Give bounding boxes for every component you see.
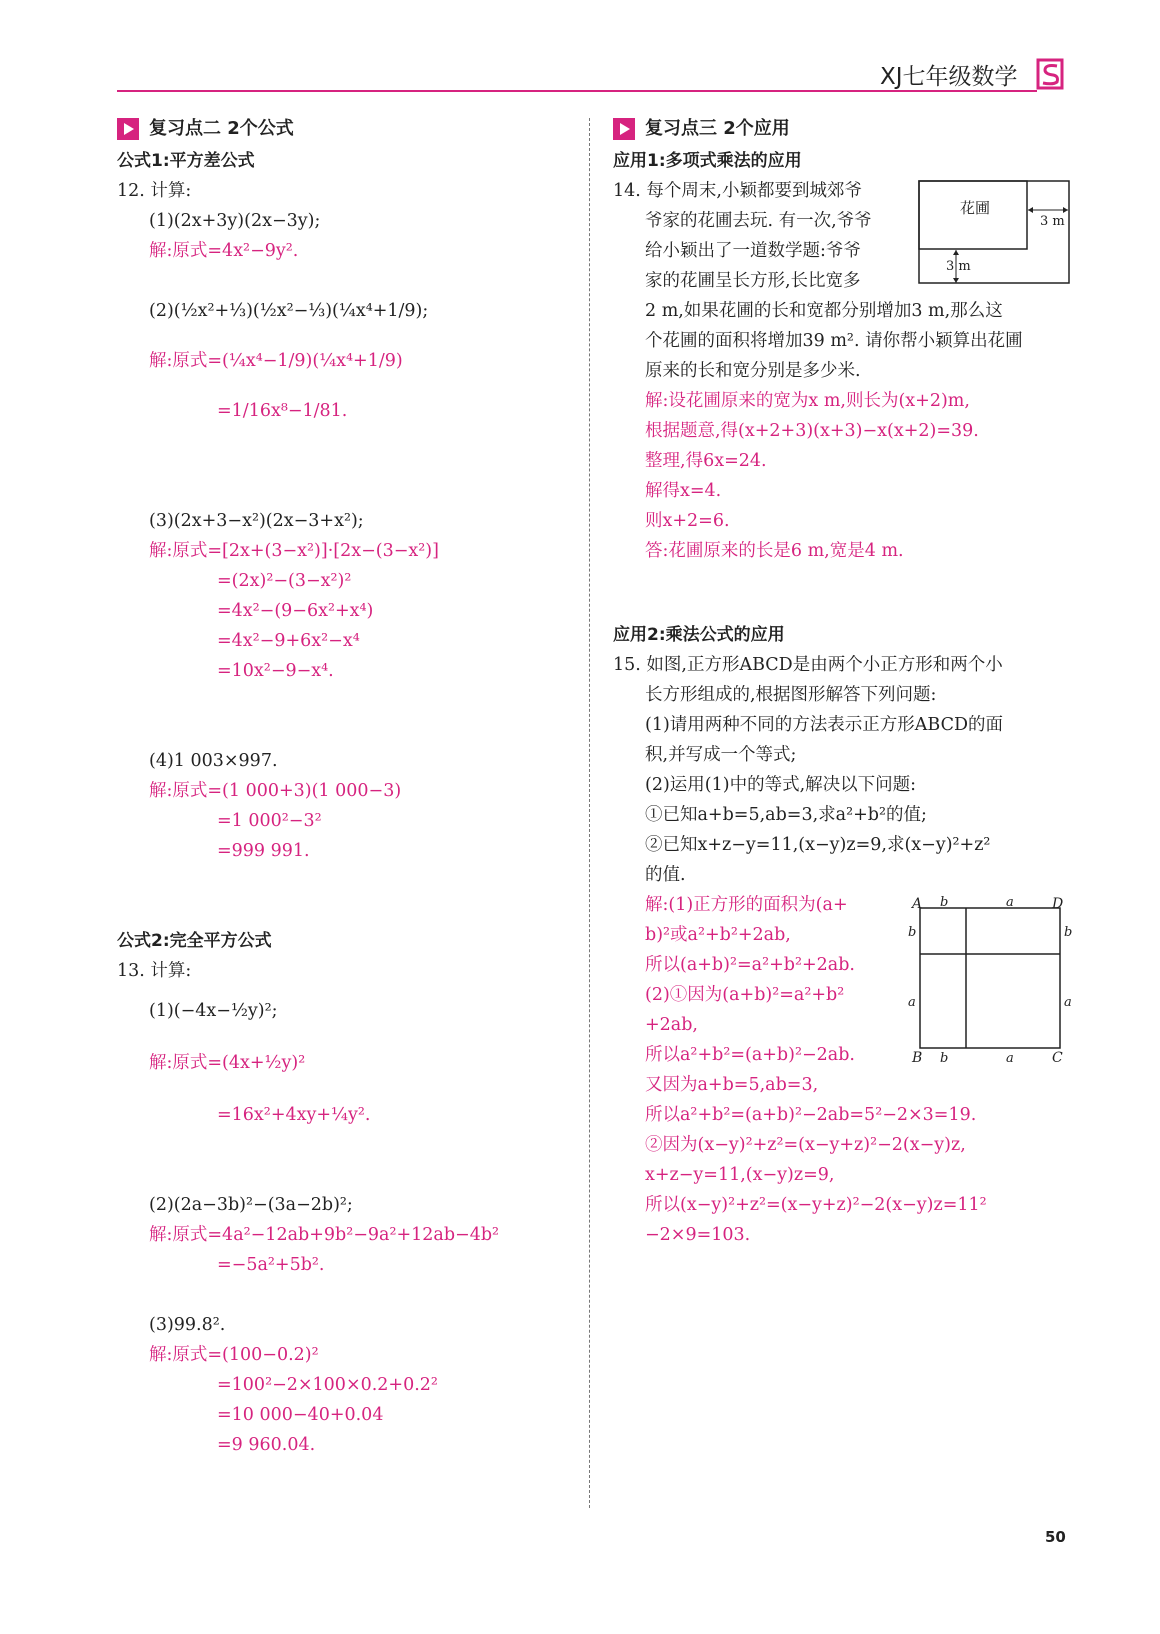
left-column [117, 112, 577, 1460]
question-text: (4)1 003×997. [149, 751, 278, 771]
vertex-C: C [1052, 1050, 1063, 1066]
side-label-bottom-b: b [940, 1051, 949, 1066]
question-text: (2)运用(1)中的等式,解决以下问题: [645, 775, 917, 795]
question-text: 家的花圃呈长方形,长比宽多 [645, 271, 861, 291]
solution-line: =−5a²+5b². [217, 1255, 325, 1275]
play-triangle-icon [613, 118, 635, 140]
publisher-logo-icon [1035, 58, 1065, 90]
vertex-D: D [1052, 896, 1064, 912]
square-outer [920, 908, 1060, 1048]
solution-line: 解:原式=4x²−9y². [149, 241, 299, 261]
subheading: 公式1:平方差公式 [117, 151, 255, 171]
solution-line: =4x²−(9−6x²+x⁴) [217, 601, 374, 621]
dim-label-3m-right: 3 m [1040, 214, 1065, 229]
side-label-left-a: a [908, 995, 916, 1010]
square-abcd-figure [900, 896, 1080, 1076]
outer-rect [919, 181, 1069, 283]
side-label-top-a: a [1006, 896, 1014, 910]
solution-line: 解:原式=4a²−12ab+9b²−9a²+12ab−4b² [149, 1225, 500, 1245]
question-text: (1)请用两种不同的方法表示正方形ABCD的面 [645, 715, 1004, 735]
question-text: 原来的长和宽分别是多少米. [645, 361, 861, 381]
question-text: 爷家的花圃去玩. 有一次,爷爷 [645, 211, 872, 231]
side-label-bottom-a: a [1006, 1051, 1014, 1066]
section-heading: 复习点二 2个公式 [117, 112, 577, 146]
solution-line: 解得x=4. [645, 481, 722, 501]
question-text: (2)(2a−3b)²−(3a−2b)²; [149, 1195, 353, 1215]
solution-line: 解:原式=(1 000+3)(1 000−3) [149, 781, 402, 801]
question-text: 的值. [645, 865, 686, 885]
page-number: 50 [1045, 1528, 1066, 1546]
question-text: 给小颖出了一道数学题:爷爷 [645, 241, 861, 261]
solution-line: =1 000²−3² [217, 811, 322, 831]
question-text: (1)(−4x−½y)²; [149, 1001, 278, 1021]
solution-line: =999 991. [217, 841, 310, 861]
header-title: XJ七年级数学 [880, 64, 1018, 90]
solution-line: (2)①因为(a+b)²=a²+b² [645, 985, 845, 1005]
subheading: 公式2:完全平方公式 [117, 931, 272, 951]
solution-line: 解:原式=[2x+(3−x²)]·[2x−(3−x²)] [149, 541, 439, 561]
header-rule [117, 90, 1037, 92]
question-text: 15. 如图,正方形ABCD是由两个小正方形和两个小 [613, 655, 1003, 675]
question-text: ②已知x+z−y=11,(x−y)z=9,求(x−y)²+z² [645, 835, 991, 855]
question-label: 13. 计算: [117, 961, 192, 981]
solution-line: =4x²−9+6x²−x⁴ [217, 631, 360, 651]
solution-line: 所以(a+b)²=a²+b²+2ab. [645, 955, 855, 975]
question-text: (1)(2x+3y)(2x−3y); [149, 211, 321, 231]
solution-line: 根据题意,得(x+2+3)(x+3)−x(x+2)=39. [645, 421, 979, 441]
column-divider [589, 118, 590, 1508]
question-text: (3)(2x+3−x²)(2x−3+x²); [149, 511, 364, 531]
solution-line: −2×9=103. [645, 1225, 751, 1245]
question-text: (3)99.8². [149, 1315, 226, 1335]
garden-figure [918, 180, 1072, 286]
solution-line: =10 000−40+0.04 [217, 1405, 384, 1425]
side-label-right-a: a [1064, 995, 1072, 1010]
solution-line: 解:(1)正方形的面积为(a+ [645, 895, 848, 915]
question-text: ①已知a+b=5,ab=3,求a²+b²的值; [645, 805, 927, 825]
solution-line: =9 960.04. [217, 1435, 316, 1455]
solution-line: b)²或a²+b²+2ab, [645, 925, 791, 945]
solution-line: 解:设花圃原来的宽为x m,则长为(x+2)m, [645, 391, 970, 411]
question-text: 个花圃的面积将增加39 m². 请你帮小颖算出花圃 [645, 331, 1023, 351]
solution-line: 所以(x−y)²+z²=(x−y+z)²−2(x−y)z=11² [645, 1195, 987, 1215]
play-triangle-icon [117, 118, 139, 140]
solution-line: 则x+2=6. [645, 511, 730, 531]
question-text: 2 m,如果花圃的长和宽都分别增加3 m,那么这 [645, 301, 1003, 321]
solution-line: =16x²+4xy+¼y². [217, 1105, 371, 1125]
vertex-A: A [912, 896, 923, 912]
solution-line: =100²−2×100×0.2+0.2² [217, 1375, 438, 1395]
solution-line: 所以a²+b²=(a+b)²−2ab. [645, 1045, 855, 1065]
solution-line: +2ab, [645, 1015, 698, 1035]
solution-line: =1/16x⁸−1/81. [217, 401, 348, 421]
garden-label: 花圃 [960, 199, 991, 217]
solution-line: 整理,得6x=24. [645, 451, 767, 471]
solution-line: x+z−y=11,(x−y)z=9, [645, 1165, 835, 1185]
vertex-B: B [912, 1050, 923, 1066]
side-label-left-b: b [908, 925, 917, 940]
dim-label-3m-bottom: 3 m [946, 259, 971, 274]
solution-line: 解:原式=(100−0.2)² [149, 1345, 319, 1365]
question-text: 14. 每个周末,小颖都要到城郊爷 [613, 181, 862, 201]
solution-line: 解:原式=(4x+½y)² [149, 1053, 306, 1073]
solution-line: 解:原式=(¼x⁴−1/9)(¼x⁴+1/9) [149, 351, 403, 371]
solution-line: 又因为a+b=5,ab=3, [645, 1075, 819, 1095]
question-text: 积,并写成一个等式; [645, 745, 797, 765]
side-label-top-b: b [940, 896, 949, 910]
section-heading: 复习点三 2个应用 [613, 112, 1075, 146]
solution-line: 答:花圃原来的长是6 m,宽是4 m. [645, 541, 904, 561]
subheading: 应用1:多项式乘法的应用 [613, 151, 802, 171]
solution-line: 所以a²+b²=(a+b)²−2ab=5²−2×3=19. [645, 1105, 977, 1125]
solution-line: ②因为(x−y)²+z²=(x−y+z)²−2(x−y)z, [645, 1135, 966, 1155]
question-label: 12. 计算: [117, 181, 192, 201]
question-text: (2)(½x²+⅓)(½x²−⅓)(¼x⁴+1/9); [149, 301, 429, 321]
side-label-right-b: b [1064, 925, 1073, 940]
solution-line: =10x²−9−x⁴. [217, 661, 334, 681]
subheading: 应用2:乘法公式的应用 [613, 625, 785, 645]
solution-line: =(2x)²−(3−x²)² [217, 571, 352, 591]
question-text: 长方形组成的,根据图形解答下列问题: [645, 685, 937, 705]
